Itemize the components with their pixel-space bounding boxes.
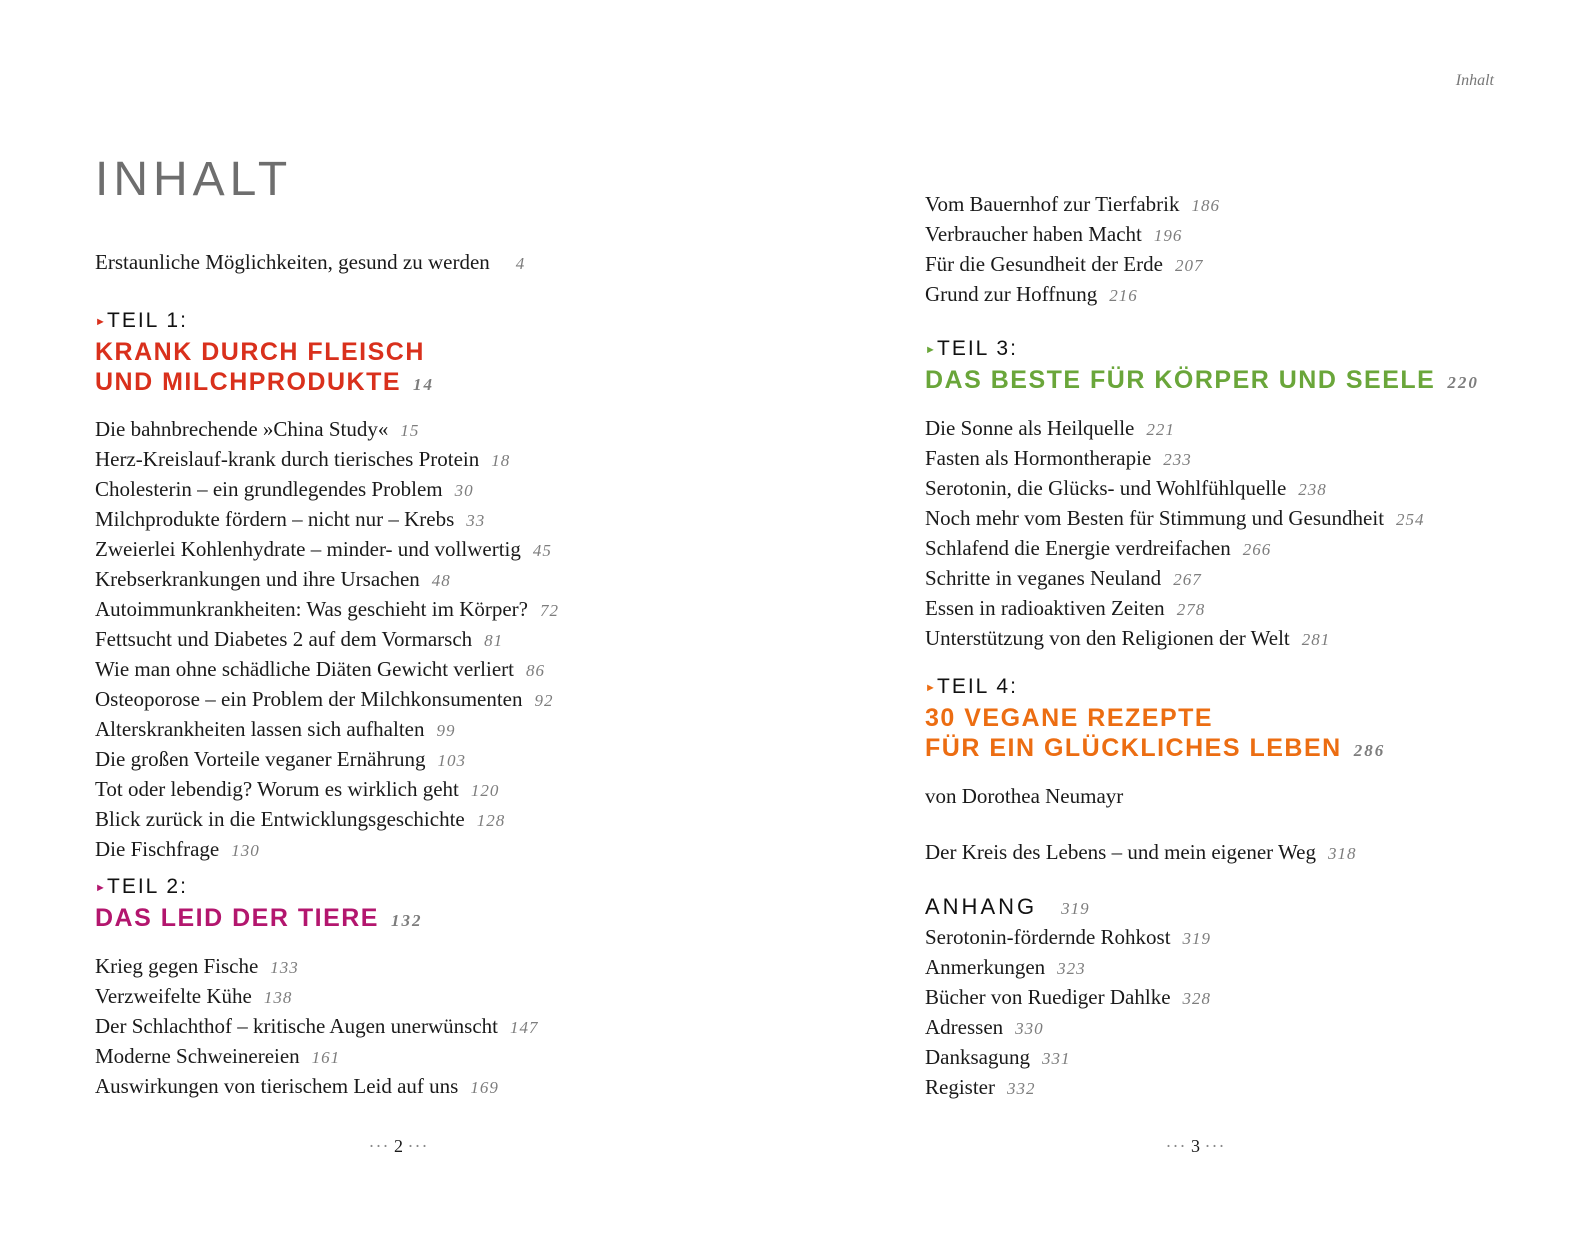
appendix-title: ANHANG	[925, 894, 1038, 919]
entry-text: Fasten als Hormontherapie	[925, 446, 1152, 470]
toc-entry	[95, 535, 559, 565]
entry-text: Osteoporose – ein Problem der Milchkonsumenten	[95, 687, 523, 711]
part-title: KRANK DURCH FLEISCH	[95, 338, 425, 366]
page-title: INHALT	[95, 153, 293, 206]
entry-page: 120	[470, 781, 500, 800]
entry-text: Grund zur Hoffnung	[925, 282, 1098, 306]
author-line: von Dorothea Neumayr	[925, 784, 1124, 808]
part-page: 220	[1447, 373, 1479, 392]
entry-text: Der Kreis des Lebens – und mein eigener Weg	[925, 840, 1316, 864]
toc-entry	[925, 624, 1425, 654]
entry-text: Adressen	[925, 1015, 1004, 1039]
toc-entry	[925, 1013, 1211, 1043]
part4-heading	[925, 672, 1385, 766]
entry-text: Noch mehr vom Besten für Stimmung und Gesundheit	[925, 506, 1385, 530]
toc-entry	[925, 923, 1211, 953]
entry-page: 103	[437, 751, 466, 770]
entry-text: Danksagung	[925, 1045, 1030, 1069]
toc-entry	[95, 445, 559, 475]
part-title-line2: UND MILCHPRODUKTE	[95, 368, 402, 396]
intro-entry	[95, 248, 525, 278]
part-title: DAS LEID DER TIERE	[95, 904, 379, 932]
toc-entry	[95, 1042, 538, 1072]
entry-page: 92	[534, 691, 554, 710]
entry-text: Wie man ohne schädliche Diäten Gewicht verliert	[95, 657, 514, 681]
toc-entry	[95, 982, 538, 1012]
part1-entries	[95, 415, 559, 865]
entry-text: Register	[925, 1075, 995, 1099]
toc-entry	[925, 280, 1220, 310]
entry-page: 281	[1301, 630, 1331, 649]
page-number: ··· 3 ···	[1165, 1136, 1226, 1156]
entry-page: 254	[1396, 510, 1425, 529]
entry-text: Serotonin, die Glücks- und Wohlfühlquelle	[925, 476, 1287, 500]
part4-entry	[925, 838, 1356, 868]
toc-entry	[925, 534, 1425, 564]
part-label: TEIL 4:	[937, 675, 1018, 698]
entry-text: Essen in radioaktiven Zeiten	[925, 596, 1165, 620]
toc-entry	[95, 952, 538, 982]
entry-text: Zweierlei Kohlenhydrate – minder- und vollwertig	[95, 537, 521, 561]
part2-heading	[95, 872, 422, 936]
entry-text: Vom Bauernhof zur Tierfabrik	[925, 192, 1180, 216]
entry-text: Krebserkrankungen und ihre Ursachen	[95, 567, 420, 591]
toc-entry	[925, 220, 1220, 250]
entry-page: 207	[1174, 256, 1204, 275]
entry-text: Schlafend die Energie verdreifachen	[925, 536, 1231, 560]
part-label: TEIL 2:	[107, 875, 188, 898]
entry-text: Anmerkungen	[925, 955, 1046, 979]
running-head: Inhalt	[1455, 72, 1494, 89]
entry-text: Die Sonne als Heilquelle	[925, 416, 1135, 440]
part-page: 14	[413, 375, 435, 394]
entry-page: 233	[1163, 450, 1192, 469]
entry-text: Die bahnbrechende »China Study«	[95, 417, 389, 441]
entry-page: 15	[400, 421, 420, 440]
entry-page: 196	[1153, 226, 1183, 245]
entry-page: 72	[539, 601, 559, 620]
entry-text: Für die Gesundheit der Erde	[925, 252, 1163, 276]
entry-text: Milchprodukte fördern – nicht nur – Krebs	[95, 507, 455, 531]
entry-page: 138	[263, 988, 293, 1007]
entry-page: 328	[1182, 989, 1212, 1008]
appendix-page: 319	[1061, 899, 1090, 918]
entry-text: Unterstützung von den Religionen der Welt	[925, 626, 1290, 650]
entry-page: 266	[1242, 540, 1272, 559]
entry-page: 86	[526, 661, 545, 680]
part2-entries	[95, 952, 538, 1102]
toc-entry	[95, 1012, 538, 1042]
toc-entry	[925, 504, 1425, 534]
entry-text: Verzweifelte Kühe	[95, 984, 252, 1008]
entry-page: 331	[1041, 1049, 1071, 1068]
entry-text: Autoimmunkrankheiten: Was geschieht im Körper?	[95, 597, 528, 621]
toc-entry	[925, 983, 1211, 1013]
entry-text: Auswirkungen von tierischem Leid auf uns	[95, 1074, 459, 1098]
entry-text: Moderne Schweinereien	[95, 1044, 300, 1068]
part-title: 30 VEGANE REZEPTE	[925, 704, 1214, 732]
entry-page: 30	[454, 481, 474, 500]
toc-entry	[95, 475, 559, 505]
toc-entry	[925, 1043, 1211, 1073]
toc-entry	[925, 953, 1211, 983]
entry-page: 33	[466, 511, 486, 530]
entry-text: Blick zurück in die Entwicklungsgeschichte	[95, 807, 465, 831]
entry-text: Cholesterin – ein grundlegendes Problem	[95, 477, 443, 501]
part-label: TEIL 3:	[937, 337, 1018, 360]
entry-page: 133	[270, 958, 299, 977]
entry-text: Der Schlachthof – kritische Augen unerwünscht	[95, 1014, 498, 1038]
entry-page: 332	[1006, 1079, 1036, 1098]
entry-page: 319	[1182, 929, 1212, 948]
toc-entry	[925, 564, 1425, 594]
toc-entry	[95, 715, 559, 745]
toc-entry	[95, 685, 559, 715]
entry-page: 147	[509, 1018, 539, 1037]
entry-text: Verbraucher haben Macht	[925, 222, 1142, 246]
entry-text: Krieg gegen Fische	[95, 954, 259, 978]
part1-heading	[95, 306, 434, 400]
entry-text: Alterskrankheiten lassen sich aufhalten	[95, 717, 425, 741]
entry-text: Tot oder lebendig? Worum es wirklich geht	[95, 777, 459, 801]
entry-text: Herz-Kreislauf-krank durch tierisches Protein	[95, 447, 480, 471]
entry-text: Die Fischfrage	[95, 837, 220, 861]
toc-entry	[95, 805, 559, 835]
entry-page: 169	[470, 1078, 499, 1097]
entry-text: Fettsucht und Diabetes 2 auf dem Vormarsch	[95, 627, 473, 651]
toc-entry	[95, 835, 559, 865]
entry-text: Bücher von Ruediger Dahlke	[925, 985, 1171, 1009]
part-label: TEIL 1:	[107, 309, 188, 332]
entry-page: 99	[436, 721, 456, 740]
entry-page: 330	[1015, 1019, 1044, 1038]
toc-entry	[925, 444, 1425, 474]
entry-page: 186	[1191, 196, 1220, 215]
toc-entry	[95, 595, 559, 625]
continued-entries	[925, 190, 1220, 310]
toc-entry	[925, 250, 1220, 280]
toc-entry	[925, 594, 1425, 624]
toc-entry	[95, 415, 559, 445]
part-page: 132	[390, 911, 423, 930]
entry-page: 278	[1176, 600, 1206, 619]
toc-entry	[95, 1072, 538, 1102]
toc-entry	[925, 1073, 1211, 1103]
entry-page: 130	[231, 841, 260, 860]
toc-entry	[925, 190, 1220, 220]
toc-entry	[95, 745, 559, 775]
arrow-marker-icon: ►	[925, 344, 938, 356]
entry-page: 238	[1298, 480, 1327, 499]
entry-text: Erstaunliche Möglichkeiten, gesund zu werden	[95, 250, 490, 274]
toc-entry	[925, 474, 1425, 504]
part-title: DAS BESTE FÜR KÖRPER UND SEELE	[925, 366, 1436, 394]
entry-page: 318	[1327, 844, 1357, 863]
appendix-heading	[925, 892, 1090, 924]
entry-text: Schritte in veganes Neuland	[925, 566, 1162, 590]
entry-page: 48	[431, 571, 451, 590]
part3-entries	[925, 414, 1425, 654]
arrow-marker-icon: ►	[95, 882, 108, 894]
part3-heading	[925, 334, 1479, 398]
entry-page: 128	[476, 811, 506, 830]
part-title-line2: FÜR EIN GLÜCKLICHES LEBEN	[925, 734, 1342, 762]
entry-text: Die großen Vorteile veganer Ernährung	[95, 747, 426, 771]
appendix-entries	[925, 923, 1211, 1103]
entry-page: 323	[1057, 959, 1086, 978]
page-number: ··· 2 ···	[368, 1136, 429, 1156]
right-page	[797, 0, 1594, 1240]
entry-page: 18	[491, 451, 511, 470]
entry-page: 267	[1173, 570, 1202, 589]
toc-entry	[95, 505, 559, 535]
toc-entry	[925, 414, 1425, 444]
entry-page: 221	[1146, 420, 1175, 439]
toc-entry	[95, 655, 559, 685]
arrow-marker-icon: ►	[95, 316, 108, 328]
entry-text: Serotonin-fördernde Rohkost	[925, 925, 1171, 949]
toc-entry	[95, 775, 559, 805]
entry-page: 4	[515, 254, 526, 273]
part-page: 286	[1353, 741, 1386, 760]
toc-entry	[95, 565, 559, 595]
entry-page: 81	[484, 631, 504, 650]
toc-entry	[95, 625, 559, 655]
entry-page: 45	[532, 541, 552, 560]
entry-page: 216	[1109, 286, 1138, 305]
arrow-marker-icon: ►	[925, 682, 938, 694]
entry-page: 161	[311, 1048, 341, 1067]
